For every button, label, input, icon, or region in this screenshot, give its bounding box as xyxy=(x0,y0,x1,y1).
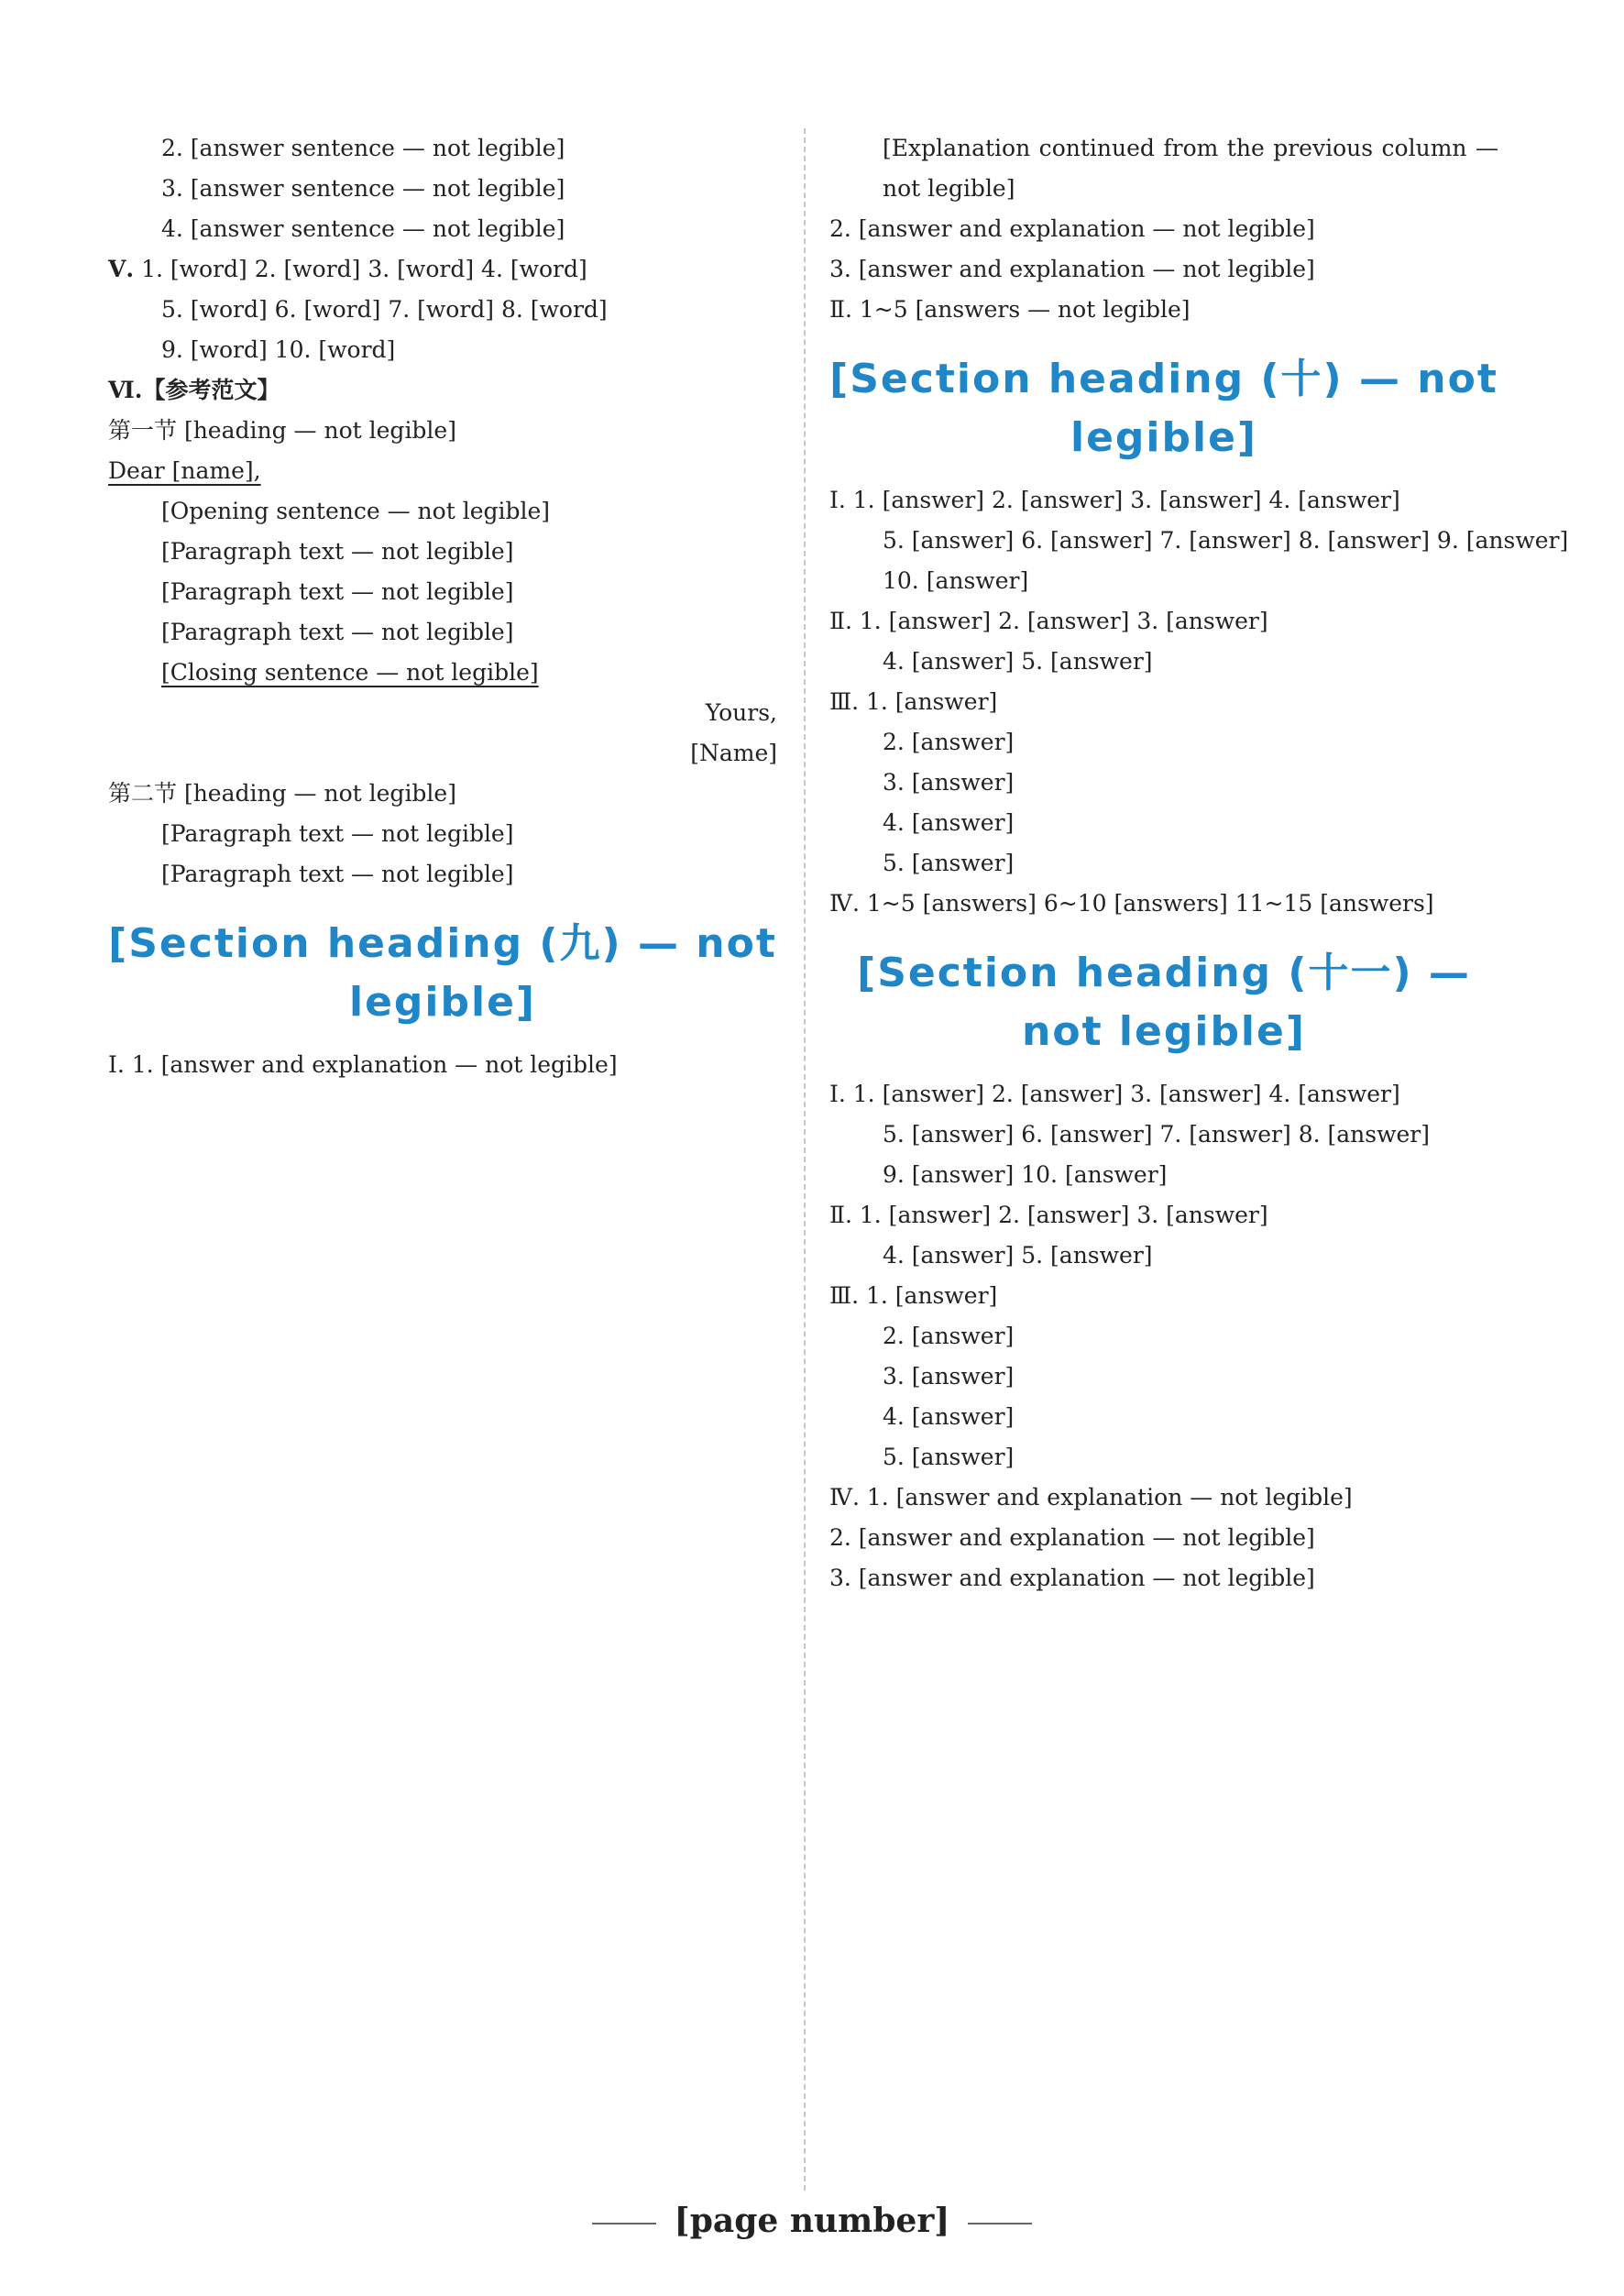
section-v-row: 5. [word] 6. [word] 7. [word] 8. [word] xyxy=(161,296,608,323)
answer-item: 3. [answer sentence — not legible] xyxy=(161,175,565,202)
explanation-item: 3. [answer and explanation — not legible] xyxy=(829,1565,1315,1591)
section-ten-row: 4. [answer] xyxy=(883,809,1015,836)
section-v-row xyxy=(108,249,777,290)
section-ten-row: Ⅱ. 1. [answer] 2. [answer] 3. [answer] xyxy=(829,608,1268,634)
section-ten-row: Ⅲ. 1. [answer] xyxy=(829,688,998,715)
section-ten-row: 2. [answer] xyxy=(883,729,1015,755)
section-vi-label: Ⅵ.【参考范文】 xyxy=(108,377,280,403)
section-eleven-row: 4. [answer] xyxy=(883,1403,1015,1430)
page-number-dash-left xyxy=(592,2223,656,2225)
letter-salutation: Dear [name], xyxy=(108,457,261,484)
letter-paragraph: [Paragraph text — not legible] xyxy=(161,538,514,565)
section-eleven-row: 2. [answer] xyxy=(883,1323,1015,1349)
continuation-paragraph: [Paragraph text — not legible] xyxy=(161,820,514,847)
section-eleven-row: Ⅲ. 1. [answer] xyxy=(829,1282,998,1309)
part-one-title: 第一节 [heading — not legible] xyxy=(108,417,456,444)
section-v-answers: 1. [word] 2. [word] 3. [word] 4. [word] xyxy=(141,256,587,282)
letter-paragraph: [Paragraph text — not legible] xyxy=(161,578,514,605)
section-nine-first-item: Ⅰ. 1. [answer and explanation — not legible] xyxy=(108,1051,618,1078)
page-number-value: [page number] xyxy=(674,2202,950,2240)
left-column xyxy=(108,128,777,2200)
section-ten-row: 4. [answer] 5. [answer] xyxy=(883,648,1153,675)
letter-paragraph: [Paragraph text — not legible] xyxy=(161,619,514,645)
answer-item: 2. [answer and explanation — not legible] xyxy=(829,215,1315,242)
explanation-item: 2. [answer and explanation — not legible] xyxy=(829,1524,1315,1551)
section-eleven-row: 3. [answer] xyxy=(883,1363,1015,1390)
section-eleven-row: 9. [answer] 10. [answer] xyxy=(883,1161,1168,1188)
page-number-dash-right xyxy=(968,2223,1032,2225)
section-v-row: 9. [word] 10. [word] xyxy=(161,336,396,363)
answer-item: 3. [answer and explanation — not legible] xyxy=(829,256,1315,282)
section-ten-row: 10. [answer] xyxy=(883,567,1029,594)
section-ten-row: 5. [answer] xyxy=(883,850,1015,876)
page-number xyxy=(0,2198,1624,2244)
answer-item: 4. [answer sentence — not legible] xyxy=(161,215,565,242)
answer-item: 2. [answer sentence — not legible] xyxy=(161,135,565,161)
section-eleven-row: 4. [answer] 5. [answer] xyxy=(883,1242,1153,1269)
section-ten-row: 5. [answer] 6. [answer] 7. [answer] 8. [answer] 9. [answer] xyxy=(883,527,1569,554)
section-nine-title: [Section heading (九) — not legible] xyxy=(108,920,777,1026)
continuation-paragraph: [Paragraph text — not legible] xyxy=(161,861,514,887)
explanation-item: Ⅳ. 1. [answer and explanation — not legible] xyxy=(829,1484,1353,1511)
right-column xyxy=(829,128,1569,2200)
section-ii-line: Ⅱ. 1~5 [answers — not legible] xyxy=(829,296,1191,323)
section-eleven-row: Ⅰ. 1. [answer] 2. [answer] 3. [answer] 4. [answer] xyxy=(829,1081,1400,1107)
carryover-text: [Explanation continued from the previous column — not legible] xyxy=(883,135,1498,202)
letter-signoff: Yours, xyxy=(705,699,777,726)
section-ten-row: Ⅰ. 1. [answer] 2. [answer] 3. [answer] 4. [answer] xyxy=(829,487,1400,513)
section-ten-row: Ⅳ. 1~5 [answers] 6~10 [answers] 11~15 [answers] xyxy=(829,890,1434,917)
section-ten-title: [Section heading (十) — not legible] xyxy=(829,356,1498,461)
letter-closing-line: [Closing sentence — not legible] xyxy=(161,659,539,686)
section-ten-row: 3. [answer] xyxy=(883,769,1015,796)
section-eleven-row: Ⅱ. 1. [answer] 2. [answer] 3. [answer] xyxy=(829,1202,1268,1228)
section-eleven-row: 5. [answer] xyxy=(883,1444,1015,1470)
section-eleven-row: 5. [answer] 6. [answer] 7. [answer] 8. [answer] xyxy=(883,1121,1430,1148)
section-eleven-title: [Section heading (十一) — not legible] xyxy=(857,950,1471,1055)
letter-signature: [Name] xyxy=(690,740,777,766)
column-divider xyxy=(804,128,806,2191)
letter-opening: [Opening sentence — not legible] xyxy=(161,498,551,524)
part-two-title: 第二节 [heading — not legible] xyxy=(108,780,456,807)
section-v-label: Ⅴ. xyxy=(108,256,135,282)
